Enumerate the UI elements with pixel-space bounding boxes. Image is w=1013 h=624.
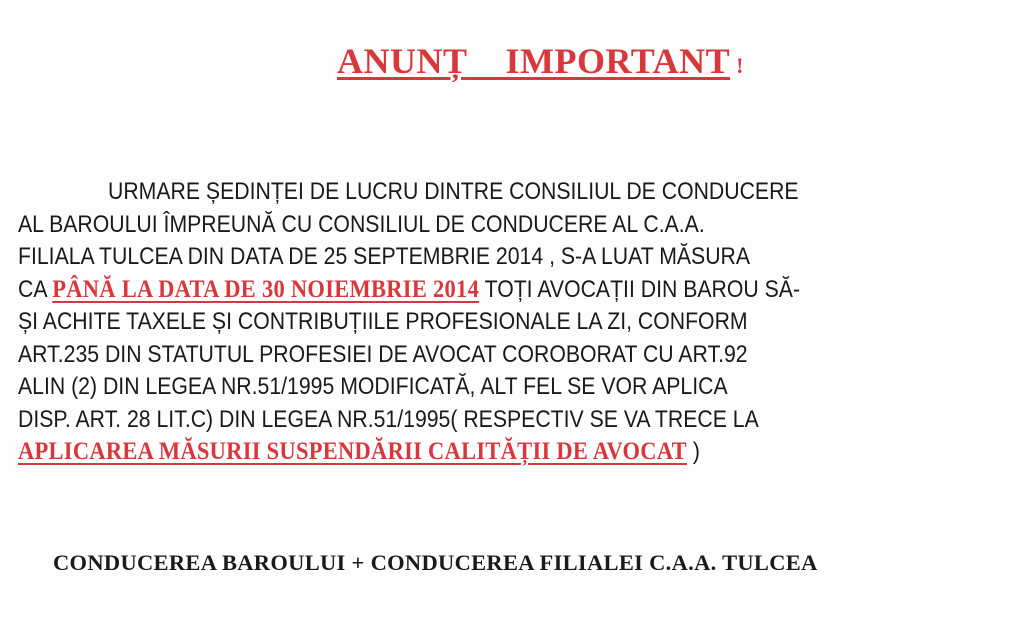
body-line-4-suffix: TOȚI AVOCAȚII DIN BAROU SĂ-: [479, 276, 801, 303]
body-line-9: [18, 436, 905, 469]
signature-line: CONDUCEREA BAROULUI + CONDUCEREA FILIALEI C.A.A. TULCEA: [53, 550, 818, 575]
body-line-5: ȘI ACHITE TAXELE ȘI CONTRIBUȚIILE PROFESIONALE LA ZI, CONFORM: [18, 309, 748, 335]
body-line-7: ALIN (2) DIN LEGEA NR.51/1995 MODIFICATĂ, ALT FEL SE VOR APLICA: [18, 374, 728, 400]
body-line-1: URMARE ȘEDINȚEI DE LUCRU DINTRE CONSILIUL DE CONDUCERE: [108, 179, 799, 205]
body-line-4: [18, 274, 905, 307]
title-underlined: [337, 41, 730, 81]
suspension-highlight: APLICAREA MĂSURII SUSPENDĂRII CALITĂȚII DE AVOCAT: [18, 438, 687, 465]
deadline-highlight: PÂNĂ LA DATA DE 30 NOIEMBRIE 2014: [52, 275, 480, 303]
title-exclamation: !: [736, 53, 744, 78]
title-word-anunt: ANUNȚ: [337, 41, 468, 81]
title-gap: [468, 41, 506, 81]
announcement-body: [18, 176, 905, 469]
body-line-4-prefix: CA: [18, 276, 53, 303]
title-word-important: IMPORTANT: [505, 41, 731, 81]
body-line-8: DISP. ART. 28 LIT.C) DIN LEGEA NR.51/1995( RESPECTIV SE VA TRECE LA: [18, 406, 759, 433]
body-line-6: ART.235 DIN STATUTUL PROFESIEI DE AVOCAT COROBORAT CU ART.92: [18, 341, 748, 368]
body-line-3: FILIALA TULCEA DIN DATA DE 25 SEPTEMBRIE 2014 , S-A LUAT MĂSURA: [18, 244, 751, 270]
body-line-9-suffix: ): [686, 439, 700, 465]
body-line-2: AL BAROULUI ÎMPREUNĂ CU CONSILIUL DE CONDUCERE AL C.A.A.: [18, 211, 705, 238]
announcement-title: [337, 40, 744, 87]
